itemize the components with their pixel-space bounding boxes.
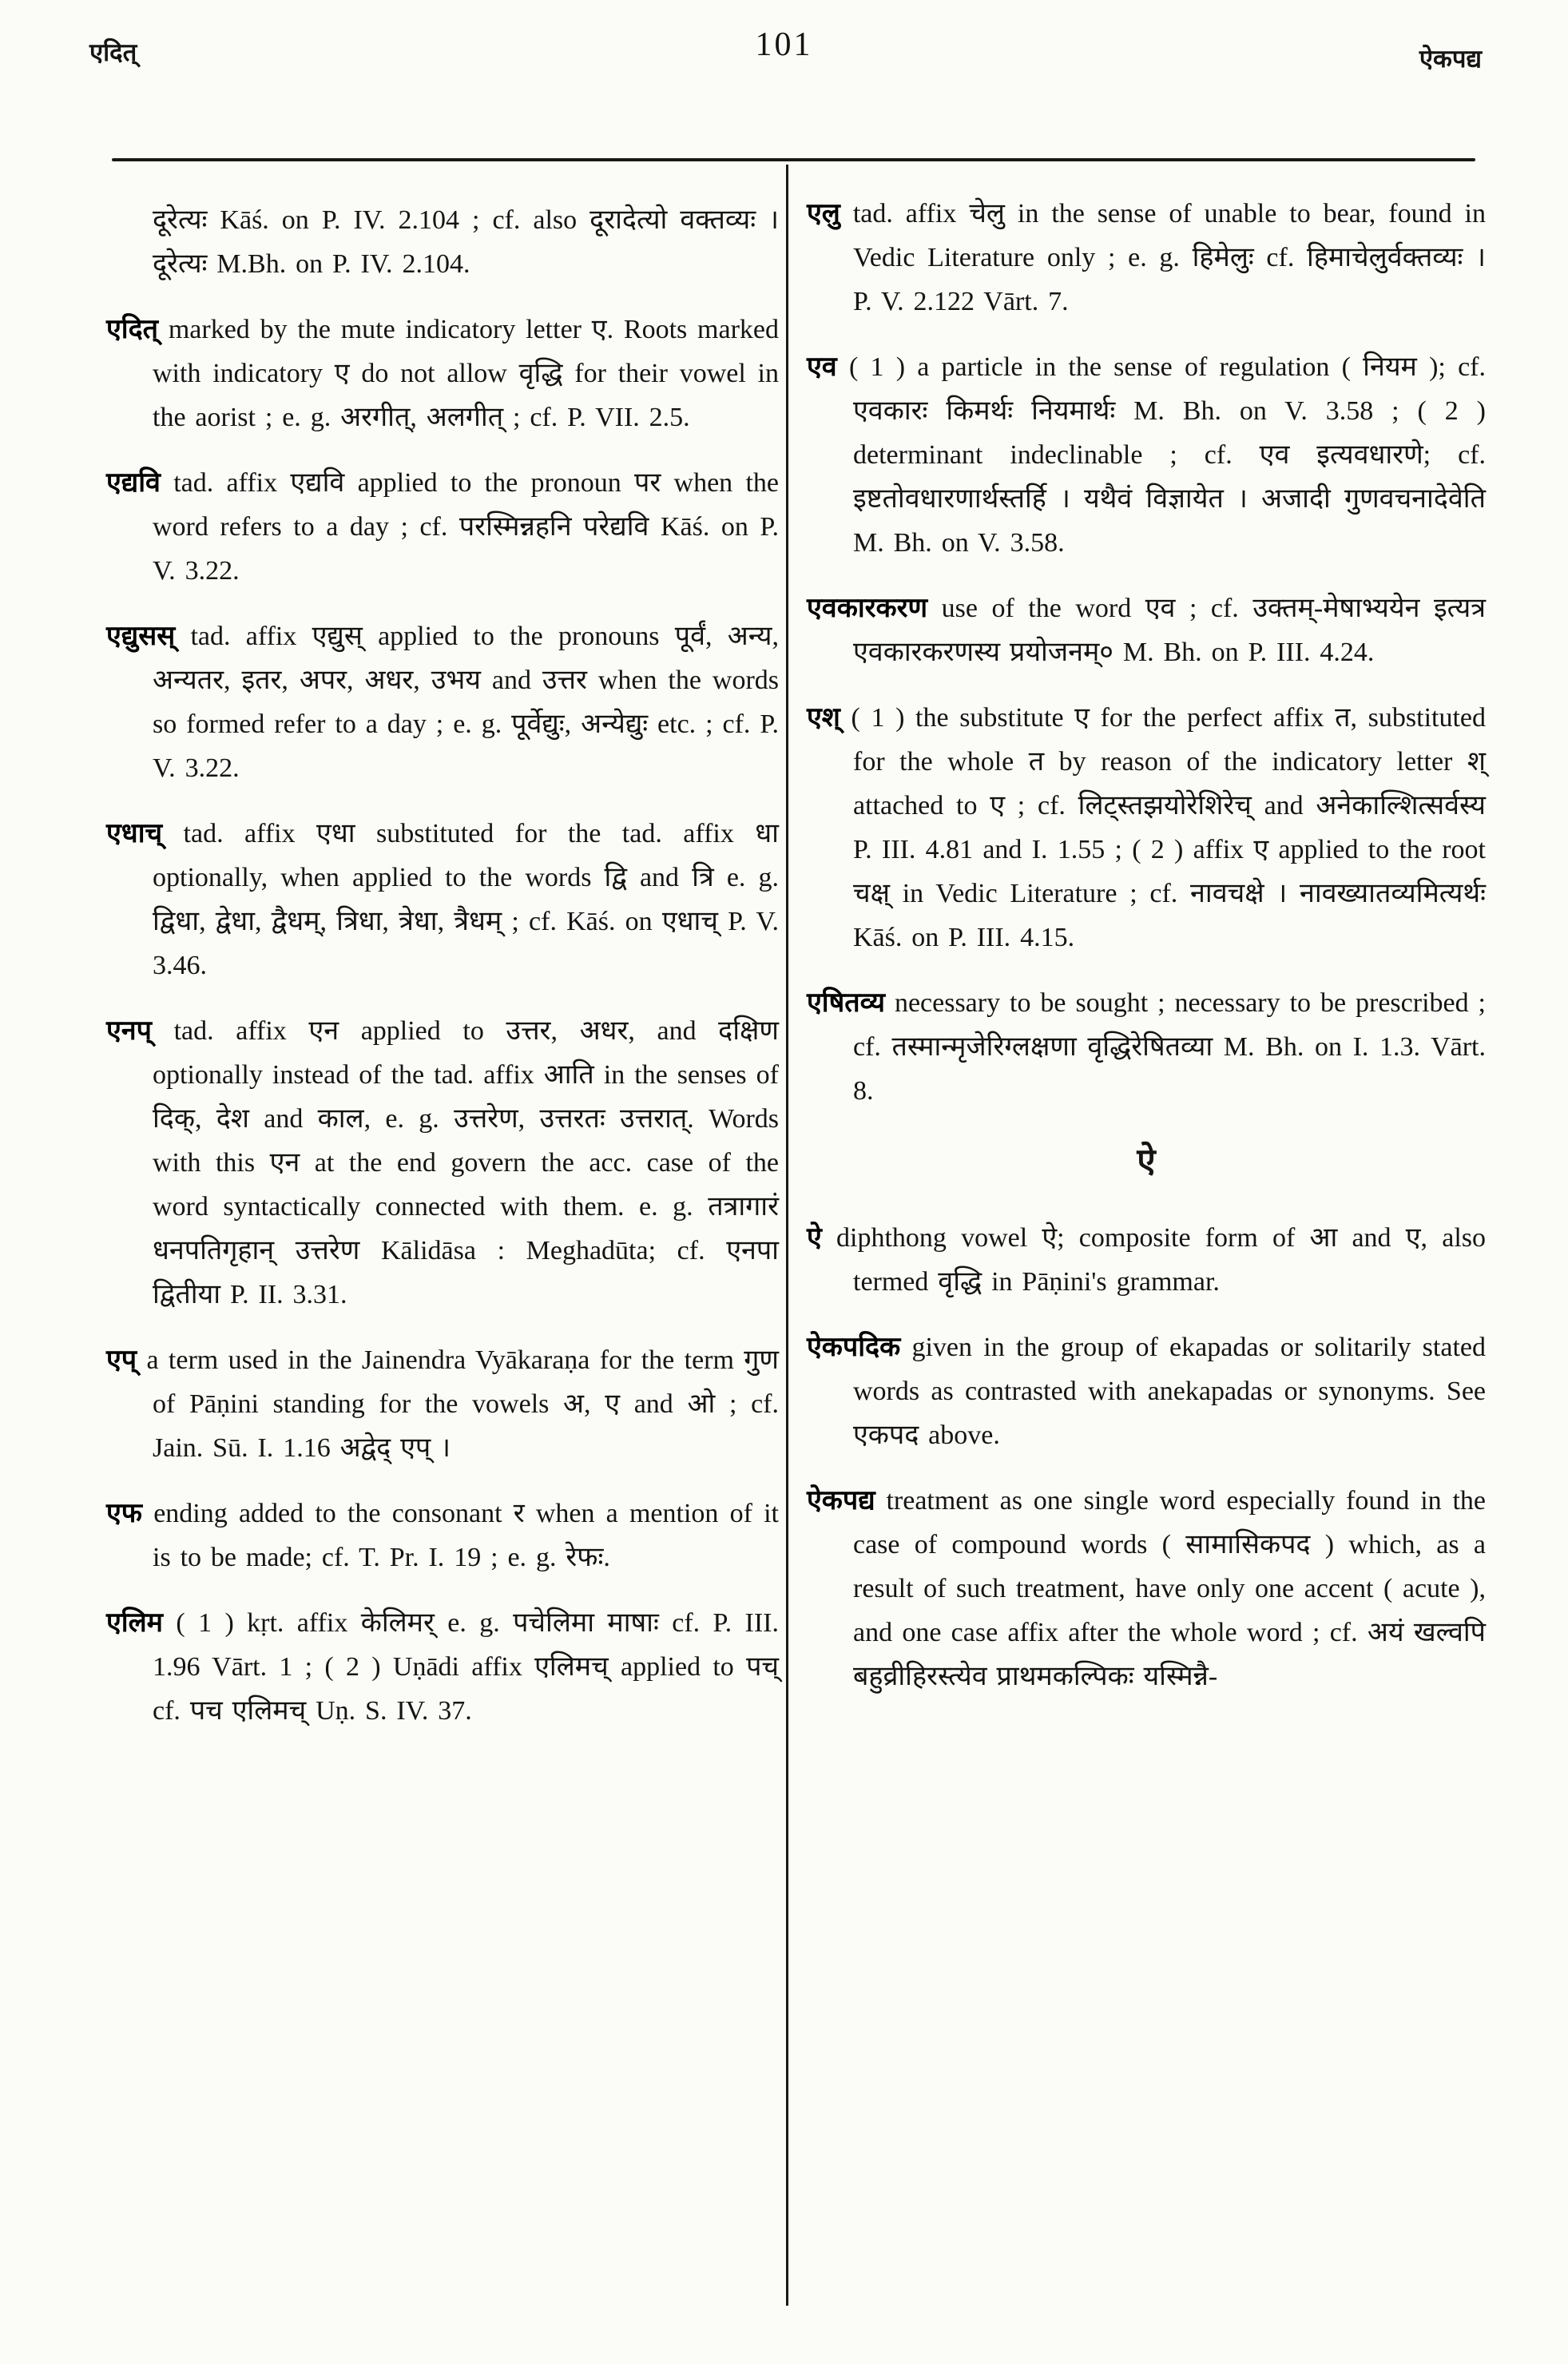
- entry-body: दूरेत्यः Kāś. on P. IV. 2.104 ; cf. also दूरादेत्यो वक्तव्यः । दूरेत्यः M.Bh. on P. IV. 2.104.: [153, 205, 779, 279]
- right-column: [807, 192, 1486, 1720]
- entry-headword: एश्: [807, 703, 851, 733]
- entry-headword: एलिम: [106, 1608, 177, 1638]
- entry-headword: एषितव्य: [807, 988, 895, 1018]
- running-head-left: एदित्: [89, 38, 137, 66]
- dictionary-entry: [106, 1009, 779, 1317]
- entry-body: marked by the mute indicatory letter ए. Roots marked with indicatory ए do not allow वृद्धि for their vowel in the aorist ; e. g. अरगीत्, अलगीत् ; cf. P. VII. 2.5.: [153, 315, 780, 432]
- section-heading: ऐ: [1137, 1143, 1156, 1180]
- dictionary-entry: [106, 812, 779, 987]
- entry-body: necessary to be sought ; necessary to be prescribed ; cf. तस्मान्मृजेरिग्लक्षणा वृद्धिरेषितव्या M. Bh. on I. 1.3. Vārt. 8.: [853, 988, 1486, 1106]
- dictionary-entry: [106, 1601, 779, 1733]
- entry-headword: एनप्: [106, 1016, 174, 1046]
- dictionary-entry: [807, 586, 1486, 674]
- entry-body: ending added to the consonant र when a mention of it is to be made; cf. T. Pr. I. 19 ; e. g. रेफः.: [153, 1499, 779, 1572]
- dictionary-entry: [106, 614, 779, 790]
- header-rule: [112, 158, 1475, 161]
- dictionary-entry: [106, 461, 779, 593]
- entry-headword: एव: [807, 352, 849, 382]
- dictionary-entry: [807, 696, 1486, 960]
- dictionary-entry: [106, 1492, 779, 1579]
- entry-headword: एवकारकरण: [807, 594, 942, 623]
- entry-headword: ऐकपद्य: [807, 1486, 887, 1516]
- dictionary-entry: [807, 1216, 1486, 1304]
- dictionary-entry: [807, 1479, 1486, 1699]
- dictionary-entry: [807, 192, 1486, 324]
- column-divider-rule: [786, 165, 788, 2306]
- entry-body: tad. affix एन applied to उत्तर, अधर, and दक्षिण optionally instead of the tad. affix आति in the senses of दिक्, देश and काल, e. g. उत्तरेण, उत्तरतः उत्तरात्. Words with this एन at the end govern the acc. case of the word syntactically connected with them. e. g. तत्रागारं धनपतिगृहान् उत्तरेण Kālidāsa : Meghadūta; cf. एनपा द्वितीया P. II. 3.31.: [153, 1016, 779, 1309]
- entry-headword: एद्यवि: [106, 468, 174, 498]
- running-head-right: ऐकपद्य: [1419, 45, 1482, 73]
- entry-body: tad. affix चेलु in the sense of unable to bear, found in Vedic Literature only ; e. g. हिमेलुः cf. हिमाचेलुर्वक्तव्यः । P. V. 2.122 Vārt. 7.: [852, 199, 1486, 316]
- entry-headword: ऐकपदिक: [807, 1333, 912, 1362]
- entry-body: use of the word एव ; cf. उक्तम्-मेषाभ्ययेन इत्यत्र एवकारकरणस्य प्रयोजनम्० M. Bh. on P. III. 4.24.: [853, 594, 1487, 667]
- entry-body: ( 1 ) a particle in the sense of regulation ( नियम ); cf. एवकारः किमर्थः नियमार्थः M. Bh. on V. 3.58 ; ( 2 ) determinant indeclinable ; cf. एव इत्यवधारणे; cf. इष्टतोवधारणार्थस्तर्हि । यथैवं विज्ञायेत । अजादी गुणवचनादेवेति M. Bh. on V. 3.58.: [848, 352, 1486, 558]
- entry-body: a term used in the Jainendra Vyākaraṇa for the term गुण of Pāṇini standing for the vowels अ, ए and ओ ; cf. Jain. Sū. I. 1.16 अद्वेद् एप् ।: [146, 1345, 779, 1463]
- dictionary-entry: [807, 981, 1486, 1113]
- entry-headword: एलु: [807, 199, 853, 228]
- entry-headword: ऐ: [807, 1223, 836, 1253]
- entry-headword: एद्युसस्: [106, 622, 191, 651]
- page-number: 101: [755, 26, 813, 63]
- entry-headword: एदित्: [106, 315, 169, 344]
- entry-body: ( 1 ) kṛt. affix केलिमर् e. g. पचेलिमा माषाः cf. P. III. 1.96 Vārt. 1 ; ( 2 ) Uṇādi affix एलिमच् applied to पच् cf. पच एलिमच् Uṇ. S. IV. 37.: [153, 1608, 779, 1726]
- entry-body: tad. affix एधा substituted for the tad. affix धा optionally, when applied to the words द्वि and त्रि e. g. द्विधा, द्वेधा, द्वैधम्, त्रिधा, त्रेधा, त्रैधम् ; cf. Kāś. on एधाच् P. V. 3.46.: [153, 819, 779, 980]
- entry-continuation: [106, 198, 779, 286]
- dictionary-entry: [106, 308, 779, 439]
- entry-body: treatment as one single word especially found in the case of compound words ( सामासिकपद ) which, as a result of such treatment, have only one accent ( acute ), and one case affix after the whole word ; cf. अयं खल्वपि बहुव्रीहिरस्त्येव प्राथमकल्पिकः यस्मिन्नै-: [853, 1486, 1486, 1691]
- entry-headword: एधाच्: [106, 819, 184, 848]
- entry-body: tad. affix एद्यवि applied to the pronoun पर when the word refers to a day ; cf. परस्मिन्नहनि परेद्यवि Kāś. on P. V. 3.22.: [153, 468, 779, 586]
- entry-body: diphthong vowel ऐ; composite form of आ and ए, also termed वृद्धि in Pāṇini's grammar.: [836, 1223, 1487, 1297]
- entry-body: ( 1 ) the substitute ए for the perfect affix त, substituted for the whole त by reason of the indicatory letter श् attached to ए ; cf. लिट्स्तझयोरेशिरेच् and अनेकाल्शित्सर्वस्य P. III. 4.81 and I. 1.55 ; ( 2 ) affix ए applied to the root चक्ष् in Vedic Literature ; cf. नावचक्षे । नावख्यातव्यमित्यर्थः Kāś. on P. III. 4.15.: [851, 703, 1486, 952]
- dictionary-entry: [106, 1338, 779, 1470]
- left-column: [106, 198, 779, 1754]
- entry-headword: एप्: [106, 1345, 147, 1375]
- entry-body: given in the group of ekapadas or solitarily stated words as contrasted with anekapadas or synonyms. See एकपद above.: [853, 1333, 1486, 1450]
- dictionary-entry: [807, 345, 1486, 565]
- dictionary-entry: [807, 1325, 1486, 1457]
- entry-body: tad. affix एद्युस् applied to the pronouns पूर्वं, अन्य, अन्यतर, इतर, अपर, अधर, उभय and उत्तर when the words so formed refer to a day ; e. g. पूर्वेद्युः, अन्येद्युः etc. ; cf. P. V. 3.22.: [153, 622, 779, 783]
- entry-headword: एफ: [106, 1499, 154, 1528]
